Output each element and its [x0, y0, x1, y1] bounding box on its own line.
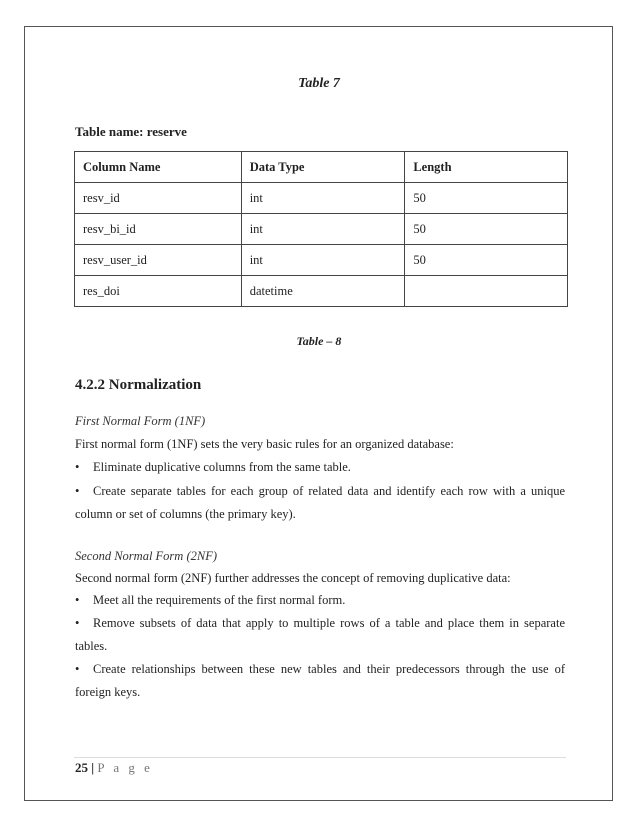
table-cell: resv_bi_id [75, 214, 242, 245]
first-nf-heading: First Normal Form (1NF) [75, 414, 206, 428]
table-row [75, 183, 568, 214]
page-word: P a g e [97, 760, 153, 775]
table-cell: resv_user_id [75, 245, 242, 276]
second-nf-intro: Second normal form (2NF) further addresses the concept of removing duplicative data: [75, 571, 511, 585]
table-cell: int [241, 245, 405, 276]
list-item [75, 456, 565, 479]
second-nf-heading: Second Normal Form (2NF) [75, 549, 217, 563]
bullet-icon: • [75, 593, 80, 607]
page-number: 25 [75, 760, 88, 775]
list-item [75, 612, 565, 658]
first-nf-intro: First normal form (1NF) sets the very basic rules for an organized database: [75, 437, 454, 451]
bullet-icon: • [75, 616, 80, 630]
list-item [75, 589, 565, 612]
bullet-icon: • [75, 662, 80, 676]
reserve-table [74, 151, 568, 307]
table-header-row [75, 152, 568, 183]
figure-caption: Table – 8 [296, 334, 342, 348]
table-cell: res_doi [75, 276, 242, 307]
table-name-label: Table name: reserve [75, 124, 187, 139]
list-item-text: Eliminate duplicative columns from the same table. [93, 460, 351, 474]
bullet-icon: • [75, 460, 80, 474]
table-cell: 50 [405, 183, 568, 214]
page-separator: | [91, 760, 95, 775]
table-caption: Table 7 [298, 76, 340, 91]
table-header-cell: Length [405, 152, 568, 183]
table-cell [405, 276, 568, 307]
table-cell: int [241, 214, 405, 245]
table-cell: 50 [405, 245, 568, 276]
list-item-text: Meet all the requirements of the first normal form. [93, 593, 346, 607]
table-cell: datetime [241, 276, 405, 307]
table-row [75, 214, 568, 245]
page-footer [75, 760, 153, 776]
footer-divider [74, 757, 566, 758]
section-heading: 4.2.2 Normalization [75, 377, 202, 393]
list-item-text: Create separate tables for each group of related data and identify each row with a unique column or set of columns (the primary key). [75, 484, 565, 521]
list-item [75, 480, 565, 526]
list-item [75, 658, 565, 704]
table-row [75, 276, 568, 307]
table-cell: int [241, 183, 405, 214]
table-row [75, 245, 568, 276]
list-item-text: Remove subsets of data that apply to multiple rows of a table and place them in separate tables. [75, 616, 565, 653]
table-cell: resv_id [75, 183, 242, 214]
bullet-icon: • [75, 484, 80, 498]
table-header-cell: Column Name [75, 152, 242, 183]
table-cell: 50 [405, 214, 568, 245]
list-item-text: Create relationships between these new tables and their predecessors through the use of foreign keys. [75, 662, 565, 699]
table-header-cell: Data Type [241, 152, 405, 183]
